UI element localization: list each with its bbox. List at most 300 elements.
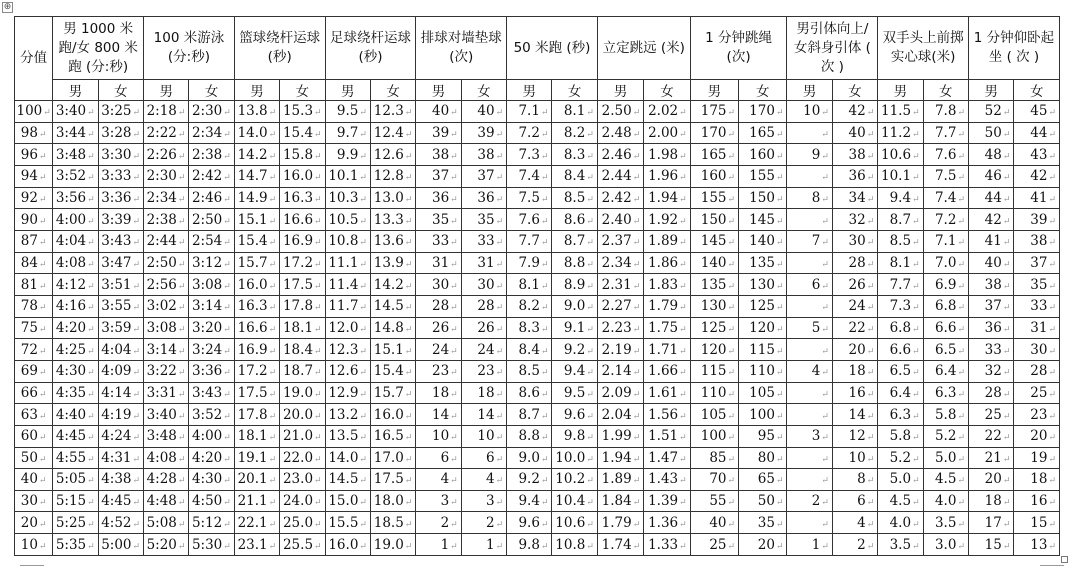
- table-cell: 35↵: [1014, 274, 1060, 296]
- paragraph-mark-icon: ↵: [727, 368, 736, 379]
- table-cell: 4:31↵: [98, 447, 143, 469]
- table-cell: 16.6↵: [234, 317, 279, 339]
- score-cell: 84↵: [15, 252, 53, 274]
- table-cell: 10.3↵: [325, 187, 370, 209]
- paragraph-mark-icon: ↵: [586, 194, 594, 205]
- paragraph-mark-icon: ↵: [957, 368, 965, 379]
- paragraph-mark-icon: ↵: [450, 454, 458, 465]
- score-table: [14, 16, 1060, 556]
- table-cell: 145↵: [690, 230, 738, 252]
- table-resize-handle[interactable]: [1061, 556, 1068, 563]
- table-cell: 17.0↵: [370, 447, 415, 469]
- table-cell: 4.5↵: [923, 469, 968, 491]
- paragraph-mark-icon: ↵: [87, 519, 95, 530]
- table-cell: 9.7↵: [325, 122, 370, 144]
- table-cell: 140↵: [739, 230, 787, 252]
- paragraph-mark-icon: ↵: [359, 389, 367, 400]
- paragraph-mark-icon: ↵: [223, 259, 231, 270]
- paragraph-mark-icon: ↵: [775, 498, 784, 509]
- paragraph-mark-icon: ↵: [38, 151, 47, 162]
- paragraph-mark-icon: ↵: [38, 541, 47, 552]
- paragraph-mark-icon: ↵: [679, 238, 687, 249]
- table-cell: 16.0↵: [370, 404, 415, 426]
- table-cell: 43↵: [1014, 144, 1060, 166]
- paragraph-mark-icon: ↵: [177, 454, 186, 465]
- paragraph-mark-icon: ↵: [1002, 173, 1011, 184]
- table-cell: 6.8↵: [878, 317, 923, 339]
- score-cell: 66↵: [15, 382, 53, 404]
- table-cell: 3:43↵: [98, 230, 143, 252]
- paragraph-mark-icon: ↵: [679, 281, 687, 292]
- paragraph-mark-icon: ↵: [359, 194, 367, 205]
- table-cell: 50↵: [739, 490, 787, 512]
- paragraph-mark-icon: ↵: [1002, 238, 1011, 249]
- paragraph-mark-icon: ↵: [540, 259, 549, 270]
- paragraph-mark-icon: ↵: [912, 389, 920, 400]
- table-cell: 26↵: [416, 317, 461, 339]
- table-cell: 1↵: [787, 534, 832, 556]
- table-cell: 4:09↵: [98, 360, 143, 382]
- paragraph-mark-icon: ↵: [450, 389, 458, 400]
- table-row: [15, 122, 1060, 144]
- paragraph-mark-icon: ↵: [38, 216, 47, 227]
- paragraph-mark-icon: ↵: [359, 303, 367, 314]
- table-cell: 25.5↵: [280, 534, 325, 556]
- page-corner-mark-right: [1040, 565, 1064, 577]
- male-header: 男: [878, 80, 923, 101]
- paragraph-mark-icon: ↵: [586, 173, 594, 184]
- event-header: 足球绕杆运球(秒): [325, 17, 416, 80]
- paragraph-mark-icon: ↵: [359, 281, 367, 292]
- paragraph-mark-icon: ↵: [268, 216, 277, 227]
- paragraph-mark-icon: ↵: [223, 324, 231, 335]
- paragraph-mark-icon: ↵: [957, 476, 965, 487]
- table-cell: 8↵: [832, 469, 877, 491]
- table-cell: 17.8↵: [234, 404, 279, 426]
- paragraph-mark-icon: ↵: [38, 324, 47, 335]
- paragraph-mark-icon: ↵: [38, 173, 47, 184]
- table-cell: 10↵: [832, 447, 877, 469]
- paragraph-mark-icon: ↵: [727, 129, 736, 140]
- paragraph-mark-icon: ↵: [586, 476, 594, 487]
- table-cell: 3:36↵: [98, 187, 143, 209]
- paragraph-mark-icon: ↵: [775, 303, 784, 314]
- table-cell: [787, 447, 832, 469]
- score-cell: 69↵: [15, 360, 53, 382]
- table-cell: 105↵: [690, 404, 738, 426]
- table-cell: 28↵: [461, 295, 506, 317]
- paragraph-mark-icon: ↵: [866, 368, 875, 379]
- score-cell: 72↵: [15, 339, 53, 361]
- table-cell: 28↵: [1014, 360, 1060, 382]
- paragraph-mark-icon: ↵: [586, 541, 594, 552]
- table-cell: 15.5↵: [325, 512, 370, 534]
- table-cell: 7.7↵: [507, 230, 552, 252]
- table-cell: [787, 209, 832, 231]
- table-cell: 31↵: [461, 252, 506, 274]
- table-cell: 9.6↵: [552, 404, 597, 426]
- score-cell: 81↵: [15, 274, 53, 296]
- paragraph-mark-icon: ↵: [359, 259, 367, 270]
- paragraph-mark-icon: ↵: [495, 519, 504, 530]
- paragraph-mark-icon: ↵: [866, 281, 875, 292]
- table-cell: 13.5↵: [325, 425, 370, 447]
- paragraph-mark-icon: ↵: [404, 129, 413, 140]
- paragraph-mark-icon: ↵: [1002, 324, 1011, 335]
- table-cell: 8.2↵: [552, 122, 597, 144]
- paragraph-mark-icon: ↵: [1048, 541, 1056, 552]
- table-cell: 105↵: [739, 382, 787, 404]
- paragraph-mark-icon: ↵: [87, 433, 95, 444]
- paragraph-mark-icon: ↵: [957, 498, 965, 509]
- male-header: 男: [325, 80, 370, 101]
- paragraph-mark-icon: ↵: [223, 151, 231, 162]
- paragraph-mark-icon: ↵: [38, 433, 47, 444]
- table-cell: 16.9↵: [280, 230, 325, 252]
- table-cell: 15.4↵: [234, 230, 279, 252]
- table-cell: 80↵: [739, 447, 787, 469]
- paragraph-mark-icon: ↵: [679, 389, 687, 400]
- table-cell: 1.47↵: [644, 447, 690, 469]
- table-cell: 18↵: [969, 490, 1014, 512]
- paragraph-mark-icon: ↵: [404, 259, 413, 270]
- paragraph-mark-icon: ↵: [495, 346, 504, 357]
- table-cell: 3:40↵: [144, 404, 189, 426]
- paragraph-mark-icon: ↵: [132, 108, 141, 119]
- table-move-handle-icon[interactable]: ⊕: [3, 2, 12, 12]
- table-cell: 3:36↵: [189, 360, 234, 382]
- table-cell: 11.4↵: [325, 274, 370, 296]
- table-cell: 16.9↵: [234, 339, 279, 361]
- paragraph-mark-icon: ↵: [132, 541, 141, 552]
- table-cell: 3:08↵: [189, 274, 234, 296]
- table-cell: 6↵: [461, 447, 506, 469]
- table-cell: 16.0↵: [325, 534, 370, 556]
- paragraph-mark-icon: ↵: [586, 368, 594, 379]
- table-cell: 31↵: [1014, 317, 1060, 339]
- table-cell: 7.1↵: [923, 230, 968, 252]
- paragraph-mark-icon: ↵: [132, 389, 141, 400]
- paragraph-mark-icon: ↵: [359, 324, 367, 335]
- table-cell: 7.5↵: [923, 165, 968, 187]
- female-header: 女: [923, 80, 968, 101]
- paragraph-mark-icon: ↵: [177, 411, 186, 422]
- paragraph-mark-icon: ↵: [404, 346, 413, 357]
- score-cell: 92↵: [15, 187, 53, 209]
- paragraph-mark-icon: ↵: [450, 476, 458, 487]
- table-cell: 125↵: [739, 295, 787, 317]
- table-cell: 38↵: [832, 144, 877, 166]
- paragraph-mark-icon: ↵: [727, 454, 736, 465]
- table-cell: 3:12↵: [189, 252, 234, 274]
- paragraph-mark-icon: ↵: [540, 476, 549, 487]
- paragraph-mark-icon: ↵: [450, 173, 458, 184]
- paragraph-mark-icon: ↵: [177, 324, 186, 335]
- paragraph-mark-icon: ↵: [177, 238, 186, 249]
- paragraph-mark-icon: ↵: [912, 368, 920, 379]
- table-row: [15, 317, 1060, 339]
- paragraph-mark-icon: ↵: [359, 216, 367, 227]
- table-cell: 4:28↵: [144, 469, 189, 491]
- paragraph-mark-icon: ↵: [314, 346, 322, 357]
- paragraph-mark-icon: ↵: [775, 368, 784, 379]
- table-cell: 3:14↵: [144, 339, 189, 361]
- paragraph-mark-icon: ↵: [821, 519, 829, 530]
- table-cell: 7.4↵: [923, 187, 968, 209]
- table-cell: 13.6↵: [370, 230, 415, 252]
- male-header: 男: [507, 80, 552, 101]
- table-cell: 6.6↵: [923, 317, 968, 339]
- table-cell: 2.37↵: [597, 230, 643, 252]
- paragraph-mark-icon: ↵: [495, 151, 504, 162]
- paragraph-mark-icon: ↵: [912, 194, 920, 205]
- paragraph-mark-icon: ↵: [38, 194, 47, 205]
- paragraph-mark-icon: ↵: [1002, 454, 1011, 465]
- table-cell: 3:52↵: [189, 404, 234, 426]
- table-cell: 8.7↵: [507, 404, 552, 426]
- paragraph-mark-icon: ↵: [87, 541, 95, 552]
- table-cell: 17.5↵: [280, 274, 325, 296]
- table-cell: 4:16↵: [53, 295, 98, 317]
- paragraph-mark-icon: ↵: [821, 194, 829, 205]
- table-cell: 18↵: [1014, 469, 1060, 491]
- table-cell: 11.5↵: [878, 101, 923, 123]
- table-row: [15, 101, 1060, 123]
- table-cell: 24↵: [461, 339, 506, 361]
- paragraph-mark-icon: ↵: [359, 368, 367, 379]
- table-cell: 35↵: [739, 512, 787, 534]
- table-cell: 14.5↵: [325, 469, 370, 491]
- table-cell: 5:20↵: [144, 534, 189, 556]
- paragraph-mark-icon: ↵: [540, 194, 549, 205]
- paragraph-mark-icon: ↵: [359, 541, 367, 552]
- table-cell: 36↵: [832, 165, 877, 187]
- paragraph-mark-icon: ↵: [450, 303, 458, 314]
- table-cell: 150↵: [739, 187, 787, 209]
- table-cell: 46↵: [969, 165, 1014, 187]
- table-cell: 20↵: [739, 534, 787, 556]
- paragraph-mark-icon: ↵: [38, 238, 47, 249]
- paragraph-mark-icon: ↵: [314, 216, 322, 227]
- event-header: 100 米游泳 (分:秒): [144, 17, 235, 80]
- table-cell: 10↵: [416, 425, 461, 447]
- paragraph-mark-icon: ↵: [1002, 476, 1011, 487]
- paragraph-mark-icon: ↵: [679, 303, 687, 314]
- table-cell: 2.14↵: [597, 360, 643, 382]
- table-cell: 13↵: [1014, 534, 1060, 556]
- paragraph-mark-icon: ↵: [177, 108, 186, 119]
- paragraph-mark-icon: ↵: [957, 433, 965, 444]
- table-cell: 7.0↵: [923, 252, 968, 274]
- paragraph-mark-icon: ↵: [223, 541, 231, 552]
- paragraph-mark-icon: ↵: [450, 519, 458, 530]
- event-header: 双手头上前掷实心球(米): [878, 17, 969, 80]
- female-header: 女: [370, 80, 415, 101]
- table-cell: 33↵: [416, 230, 461, 252]
- table-cell: 9.2↵: [507, 469, 552, 491]
- paragraph-mark-icon: ↵: [404, 303, 413, 314]
- paragraph-mark-icon: ↵: [450, 368, 458, 379]
- table-row: [15, 187, 1060, 209]
- paragraph-mark-icon: ↵: [450, 259, 458, 270]
- table-cell: 85↵: [690, 447, 738, 469]
- table-cell: 18↵: [461, 382, 506, 404]
- paragraph-mark-icon: ↵: [632, 411, 641, 422]
- paragraph-mark-icon: ↵: [775, 129, 784, 140]
- paragraph-mark-icon: ↵: [632, 389, 641, 400]
- table-cell: 15.1↵: [234, 209, 279, 231]
- table-row: [15, 144, 1060, 166]
- paragraph-mark-icon: ↵: [359, 519, 367, 530]
- table-cell: 17.2↵: [234, 360, 279, 382]
- paragraph-mark-icon: ↵: [177, 194, 186, 205]
- table-cell: 1.84↵: [597, 490, 643, 512]
- paragraph-mark-icon: ↵: [866, 498, 875, 509]
- paragraph-mark-icon: ↵: [775, 541, 784, 552]
- table-cell: 4:08↵: [53, 252, 98, 274]
- paragraph-mark-icon: ↵: [866, 194, 875, 205]
- paragraph-mark-icon: ↵: [912, 281, 920, 292]
- paragraph-mark-icon: ↵: [177, 129, 186, 140]
- paragraph-mark-icon: ↵: [540, 519, 549, 530]
- table-cell: 1↵: [461, 534, 506, 556]
- table-cell: 1.56↵: [644, 404, 690, 426]
- paragraph-mark-icon: ↵: [495, 303, 504, 314]
- paragraph-mark-icon: ↵: [268, 194, 277, 205]
- table-cell: 13.0↵: [370, 187, 415, 209]
- paragraph-mark-icon: ↵: [87, 194, 95, 205]
- paragraph-mark-icon: ↵: [87, 108, 95, 119]
- paragraph-mark-icon: ↵: [87, 129, 95, 140]
- table-cell: 3:33↵: [98, 165, 143, 187]
- score-header: 分值: [15, 17, 53, 101]
- paragraph-mark-icon: ↵: [821, 346, 829, 357]
- table-cell: 5:35↵: [53, 534, 98, 556]
- table-cell: 8.7↵: [878, 209, 923, 231]
- table-cell: 1.89↵: [644, 230, 690, 252]
- table-cell: 1.98↵: [644, 144, 690, 166]
- paragraph-mark-icon: ↵: [268, 498, 277, 509]
- table-cell: 130↵: [690, 295, 738, 317]
- paragraph-mark-icon: ↵: [132, 173, 141, 184]
- table-cell: 1.61↵: [644, 382, 690, 404]
- paragraph-mark-icon: ↵: [223, 108, 231, 119]
- table-cell: 120↵: [739, 317, 787, 339]
- paragraph-mark-icon: ↵: [866, 519, 875, 530]
- paragraph-mark-icon: ↵: [132, 368, 141, 379]
- table-cell: 9↵: [787, 144, 832, 166]
- table-cell: [787, 165, 832, 187]
- table-cell: 1.71↵: [644, 339, 690, 361]
- paragraph-mark-icon: ↵: [43, 108, 51, 119]
- paragraph-mark-icon: ↵: [314, 411, 322, 422]
- table-cell: 18.7↵: [280, 360, 325, 382]
- paragraph-mark-icon: ↵: [404, 324, 413, 335]
- paragraph-mark-icon: ↵: [540, 324, 549, 335]
- paragraph-mark-icon: ↵: [87, 346, 95, 357]
- paragraph-mark-icon: ↵: [1048, 433, 1056, 444]
- table-cell: 10.1↵: [878, 165, 923, 187]
- paragraph-mark-icon: ↵: [632, 454, 641, 465]
- table-cell: 6.9↵: [923, 274, 968, 296]
- table-cell: 12.9↵: [325, 382, 370, 404]
- table-cell: 15.4↵: [370, 360, 415, 382]
- paragraph-mark-icon: ↵: [866, 324, 875, 335]
- paragraph-mark-icon: ↵: [957, 238, 965, 249]
- table-cell: 35↵: [461, 209, 506, 231]
- table-cell: 5.0↵: [923, 447, 968, 469]
- table-cell: 12.6↵: [370, 144, 415, 166]
- table-cell: 25.0↵: [280, 512, 325, 534]
- paragraph-mark-icon: ↵: [223, 194, 231, 205]
- paragraph-mark-icon: ↵: [679, 519, 687, 530]
- paragraph-mark-icon: ↵: [1048, 281, 1056, 292]
- paragraph-mark-icon: ↵: [450, 541, 458, 552]
- table-cell: 2:54↵: [189, 230, 234, 252]
- paragraph-mark-icon: ↵: [38, 303, 47, 314]
- score-cell: 40↵: [15, 469, 53, 491]
- table-cell: 24.0↵: [280, 490, 325, 512]
- paragraph-mark-icon: ↵: [177, 259, 186, 270]
- score-cell: 78↵: [15, 295, 53, 317]
- table-cell: 20↵: [1014, 425, 1060, 447]
- table-cell: 15.7↵: [234, 252, 279, 274]
- table-cell: 44↵: [969, 187, 1014, 209]
- female-header: 女: [189, 80, 234, 101]
- paragraph-mark-icon: ↵: [268, 454, 277, 465]
- table-cell: 30↵: [461, 274, 506, 296]
- paragraph-mark-icon: ↵: [912, 411, 920, 422]
- table-cell: 3:55↵: [98, 295, 143, 317]
- table-cell: 1.96↵: [644, 165, 690, 187]
- event-header: 男 1000 米跑/女 800 米跑 (分:秒): [53, 17, 144, 80]
- paragraph-mark-icon: ↵: [775, 108, 784, 119]
- paragraph-mark-icon: ↵: [450, 411, 458, 422]
- table-cell: 2:30↵: [144, 165, 189, 187]
- table-cell: 4:00↵: [189, 425, 234, 447]
- paragraph-mark-icon: ↵: [540, 368, 549, 379]
- page-corner-mark-left: [20, 565, 44, 577]
- paragraph-mark-icon: ↵: [404, 108, 413, 119]
- paragraph-mark-icon: ↵: [132, 433, 141, 444]
- paragraph-mark-icon: ↵: [1048, 151, 1056, 162]
- paragraph-mark-icon: ↵: [866, 238, 875, 249]
- paragraph-mark-icon: ↵: [1002, 151, 1011, 162]
- paragraph-mark-icon: ↵: [177, 281, 186, 292]
- table-cell: 11.7↵: [325, 295, 370, 317]
- table-row: [15, 382, 1060, 404]
- table-cell: 4:55↵: [53, 447, 98, 469]
- paragraph-mark-icon: ↵: [268, 519, 277, 530]
- paragraph-mark-icon: ↵: [586, 129, 594, 140]
- table-cell: 3.5↵: [923, 512, 968, 534]
- paragraph-mark-icon: ↵: [632, 324, 641, 335]
- paragraph-mark-icon: ↵: [775, 411, 784, 422]
- table-cell: 2:34↵: [189, 122, 234, 144]
- table-cell: 9.4↵: [878, 187, 923, 209]
- table-cell: 18↵: [416, 382, 461, 404]
- table-row: [15, 165, 1060, 187]
- paragraph-mark-icon: ↵: [866, 346, 875, 357]
- event-header: 立定跳远 (米): [597, 17, 690, 80]
- paragraph-mark-icon: ↵: [314, 368, 322, 379]
- table-cell: 14.8↵: [370, 317, 415, 339]
- table-cell: 19.0↵: [280, 382, 325, 404]
- table-cell: 15↵: [969, 534, 1014, 556]
- paragraph-mark-icon: ↵: [727, 519, 736, 530]
- table-cell: 1.99↵: [597, 425, 643, 447]
- paragraph-mark-icon: ↵: [87, 173, 95, 184]
